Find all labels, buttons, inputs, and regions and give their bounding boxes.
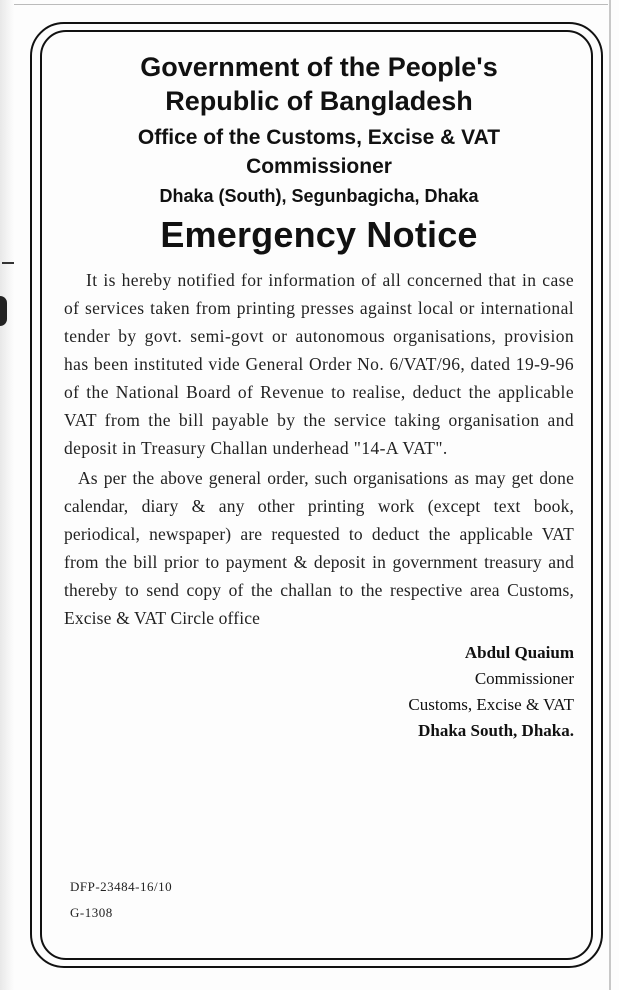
office-title-line1: Office of the Customs, Excise & VAT (137, 126, 501, 149)
office-title-line2: Commissioner (246, 155, 392, 178)
scan-mark (0, 296, 7, 326)
government-title-line2: Republic of Bangladesh (165, 86, 473, 116)
notice-paragraph-2: As per the above general order, such organisations as may get done calendar, diary & any other printing work (except text book, periodical, newspaper) are requested to deduct the applicable VAT from the bill prior to payment & deposit in government treasury and thereby to send copy of the challan to the respective area Customs, Excise & VAT Circle office (64, 468, 574, 628)
signatory-department: Customs, Excise & VAT (408, 695, 574, 714)
signatory-name: Abdul Quaium (464, 643, 574, 662)
reference-numbers (70, 874, 172, 926)
scan-mark (2, 262, 14, 264)
scan-line (609, 0, 611, 990)
dfp-reference: DFP-23484-16/10 (70, 879, 173, 894)
scan-line (14, 4, 608, 5)
scan-edge (0, 0, 14, 990)
government-title-line1: Government of the People's (140, 52, 498, 82)
office-location: Dhaka (South), Segunbagicha, Dhaka (159, 186, 479, 206)
notice-paragraph-1: It is hereby notified for information of all concerned that in case of services taken from printing presses against local or international tender by govt. semi-govt or autonomous organisations, provision has been instituted vide General Order No. 6/VAT/96, dated 19-9-96 of the National Board of Revenue to realise, deduct the applicable VAT from the bill payable by the service taking organisation and deposit in Treasury Challan underhead "14-A VAT". (64, 270, 574, 458)
notice-title: Emergency Notice (160, 214, 478, 255)
signatory-place: Dhaka South, Dhaka. (418, 721, 574, 740)
signature-block (64, 640, 574, 744)
g-reference: G-1308 (70, 905, 113, 920)
signatory-title: Commissioner (474, 669, 574, 688)
notice-content (64, 50, 574, 744)
